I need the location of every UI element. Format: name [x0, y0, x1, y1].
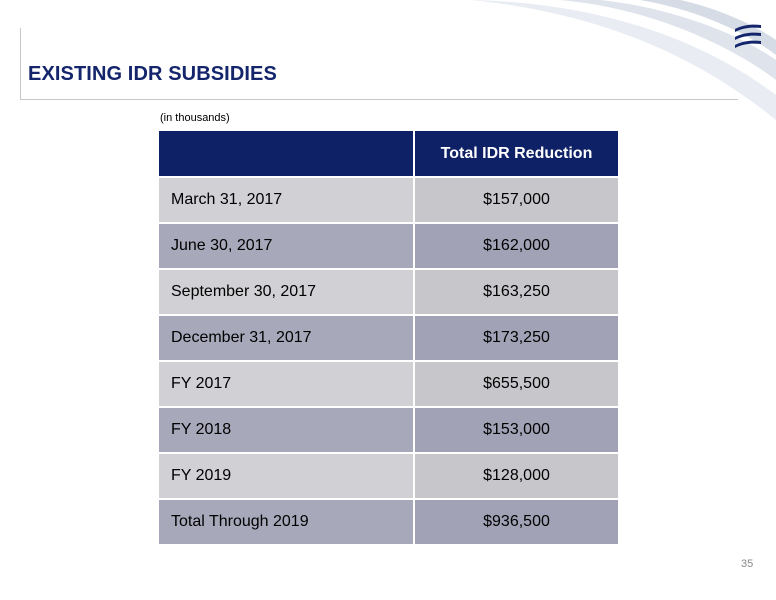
table-row [158, 407, 619, 453]
row-period: FY 2017 [158, 361, 414, 407]
idr-subsidies-table [157, 129, 620, 546]
table-row [158, 269, 619, 315]
table-row-total [158, 499, 619, 545]
row-period: June 30, 2017 [158, 223, 414, 269]
units-note: (in thousands) [160, 112, 230, 124]
row-value: $128,000 [414, 453, 619, 499]
slide-title: EXISTING IDR SUBSIDIES [28, 63, 277, 85]
row-period: FY 2018 [158, 407, 414, 453]
row-value: $153,000 [414, 407, 619, 453]
table-row [158, 223, 619, 269]
row-period: FY 2019 [158, 453, 414, 499]
table-row [158, 453, 619, 499]
row-value: $162,000 [414, 223, 619, 269]
row-value: $163,250 [414, 269, 619, 315]
page-number: 35 [741, 558, 754, 570]
row-period: December 31, 2017 [158, 315, 414, 361]
row-value: $173,250 [414, 315, 619, 361]
row-value: $157,000 [414, 177, 619, 223]
table-row [158, 315, 619, 361]
row-value: $936,500 [414, 499, 619, 545]
company-logo-icon [729, 20, 769, 52]
header-period-cell [158, 130, 414, 177]
row-period: Total Through 2019 [158, 499, 414, 545]
title-vertical-rule [20, 28, 21, 100]
row-period: March 31, 2017 [158, 177, 414, 223]
title-horizontal-rule [20, 99, 738, 100]
table-row [158, 361, 619, 407]
row-period: September 30, 2017 [158, 269, 414, 315]
header-total-idr-reduction: Total IDR Reduction [414, 130, 619, 177]
row-value: $655,500 [414, 361, 619, 407]
table-row [158, 177, 619, 223]
table-header-row [158, 130, 619, 177]
